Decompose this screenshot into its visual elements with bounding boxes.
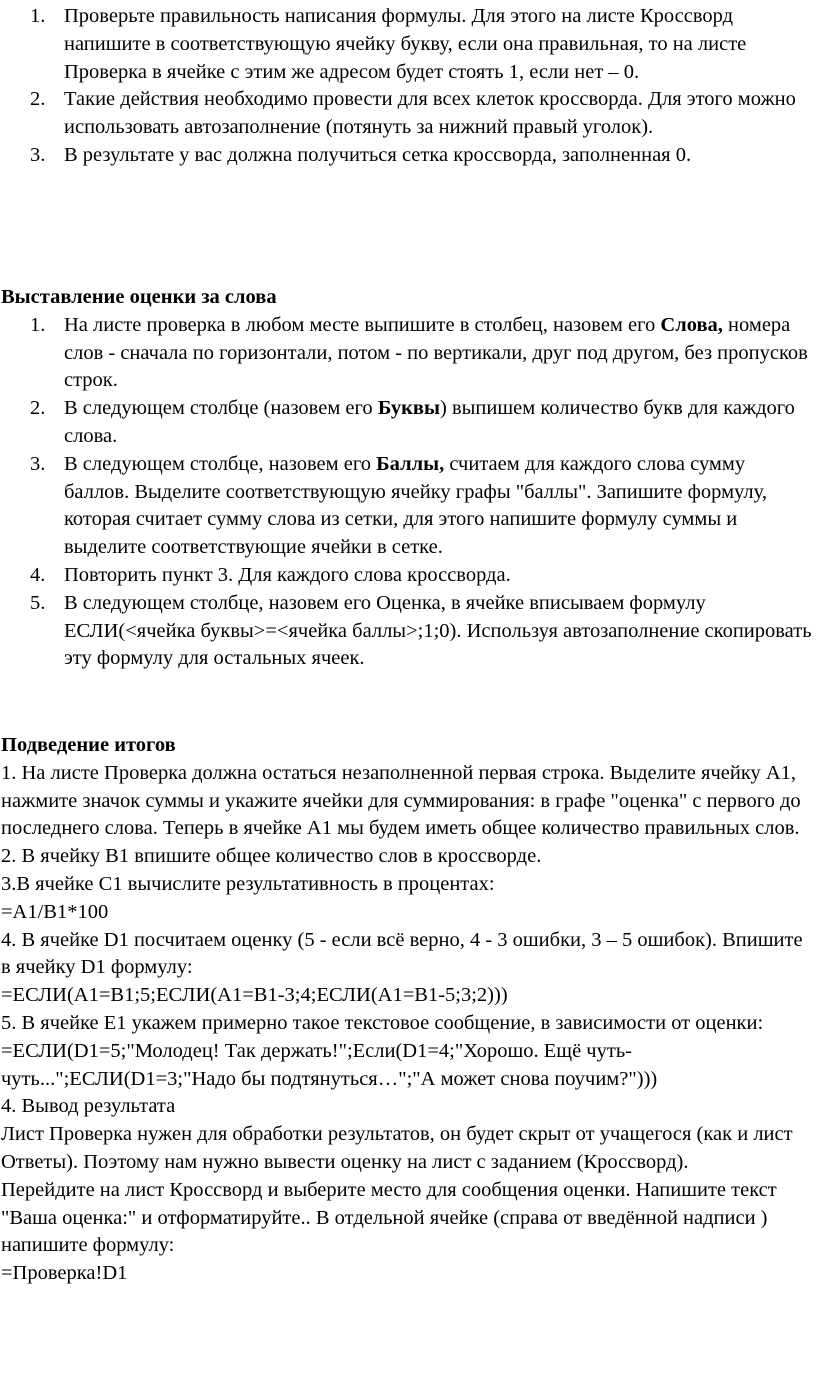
list-item [0,451,816,562]
list-number: 3. [30,452,46,475]
list-item-text: В следующем столбце (назовем его [64,397,378,420]
list-item [0,562,816,590]
list-item-text: В следующем столбце, назовем его Оценка, в ячейке вписываем формулу ЕСЛИ(<ячейка буквы>=<ячейка баллы>;1;0). Используя автозаполнение скопировать эту формулу для остальных ячеек. [64,591,812,670]
section-heading: Подведение итогов [1,734,176,756]
paragraph: 5. В ячейке Е1 укажем примерно такое текстовое сообщение, в зависимости от оценки: [1,1011,764,1034]
list-number: 1. [30,313,46,336]
list-item-bold-term: Слова, [660,313,723,336]
formula-line: =A1/B1*100 [1,900,109,923]
list-item-text: В следующем столбце, назовем его [64,452,377,475]
formula-line: =Проверка!D1 [1,1262,128,1285]
section-heading: Выставление оценки за слова [1,286,277,308]
word-grading-section [0,284,816,673]
paragraph: 2. В ячейку В1 впишите общее количество слов в кроссворде. [1,845,542,868]
paragraph: 4. В ячейке D1 посчитаем оценку (5 - если всё верно, 4 - 3 ошибки, 3 – 5 ошибок). Впишите в ячейку D1 формулу: [1,928,803,979]
paragraph: 4. Вывод результата [1,1095,176,1118]
list-item [0,142,816,170]
paragraph: 1. На листе Проверка должна остаться незаполненной первая строка. Выделите ячейку А1, нажмите значок суммы и укажите ячейки для суммирования: в графе "оценка" с первого до последнего слова. Теперь в ячейке А1 мы будем иметь общее количество правильных слов. [1,761,801,840]
list-item [0,3,816,86]
list-item-text: Проверьте правильность написания формулы. Для этого на листе Кроссворд напишите в соответствующую ячейку букву, если она правильная, то на листе Проверка в ячейке с этим же адресом будет стоять 1, если нет – 0. [64,5,747,83]
list-item-text: В результате у вас должна получиться сетка кроссворда, заполненная 0. [64,143,692,166]
list-item [0,395,816,451]
list-item-text: номера слов - сначала по горизонтали, потом - по вертикали, друг под другом, без пропусков строк. [64,313,808,392]
paragraph: Лист Проверка нужен для обработки результатов, он будет скрыт от учащегося (как и лист Ответы). Поэтому нам нужно вывести оценку на лист с заданием (Кроссворд). [1,1123,793,1173]
list-number: 5. [30,591,46,614]
instructions-list [0,3,816,170]
list-item-text: ) выпишем количество букв для каждого слова. [64,397,795,447]
list-number: 3. [30,143,46,166]
formula-line: =ЕСЛИ(А1=В1;5;ЕСЛИ(А1=В1-3;4;ЕСЛИ(А1=В1-5;3;2))) [1,984,508,1007]
paragraph: 3.В ячейке С1 вычислите результативность в процентах: [1,872,495,895]
list-item [0,86,816,142]
list-number: 2. [30,88,46,111]
list-item [0,312,816,395]
list-item-text: Такие действия необходимо провести для всех клеток кроссворда. Для этого можно использовать автозаполнение (потянуть за нижний правый уголок). [64,88,796,139]
list-number: 1. [30,5,46,27]
summary-section [0,732,816,1288]
list-item [0,590,816,673]
list-item-text: На листе проверка в любом месте выпишите в столбец, назовем его [64,313,661,336]
list-number: 2. [30,397,46,420]
list-item-text: считаем для каждого слова сумму баллов. Выделите соответствующую ячейку графы "баллы". Запишите формулу, которая считает сумму слова из сетки, для этого напишите формулу суммы и выделите соответствующие ячейки в сетке. [64,452,767,559]
list-item-bold-term: Баллы, [376,452,445,475]
list-number: 4. [30,563,46,586]
list-item-bold-term: Буквы [377,397,440,420]
formula-line: =ЕСЛИ(D1=5;"Молодец! Так держать!";Если(D1=4;"Хорошо. Ещё чуть-чуть...";ЕСЛИ(D1=3;"Надо бы подтянуться…";"А может снова поучим?"))) [1,1039,658,1090]
paragraph: Перейдите на лист Кроссворд и выберите место для сообщения оценки. Напишите текст "Ваша оценка:" и отформатируйте.. В отдельной ячейке (справа от введённой надписи ) напишите формулу: [1,1178,777,1257]
list-item-text: Повторить пункт 3. Для каждого слова кроссворда. [64,563,511,586]
